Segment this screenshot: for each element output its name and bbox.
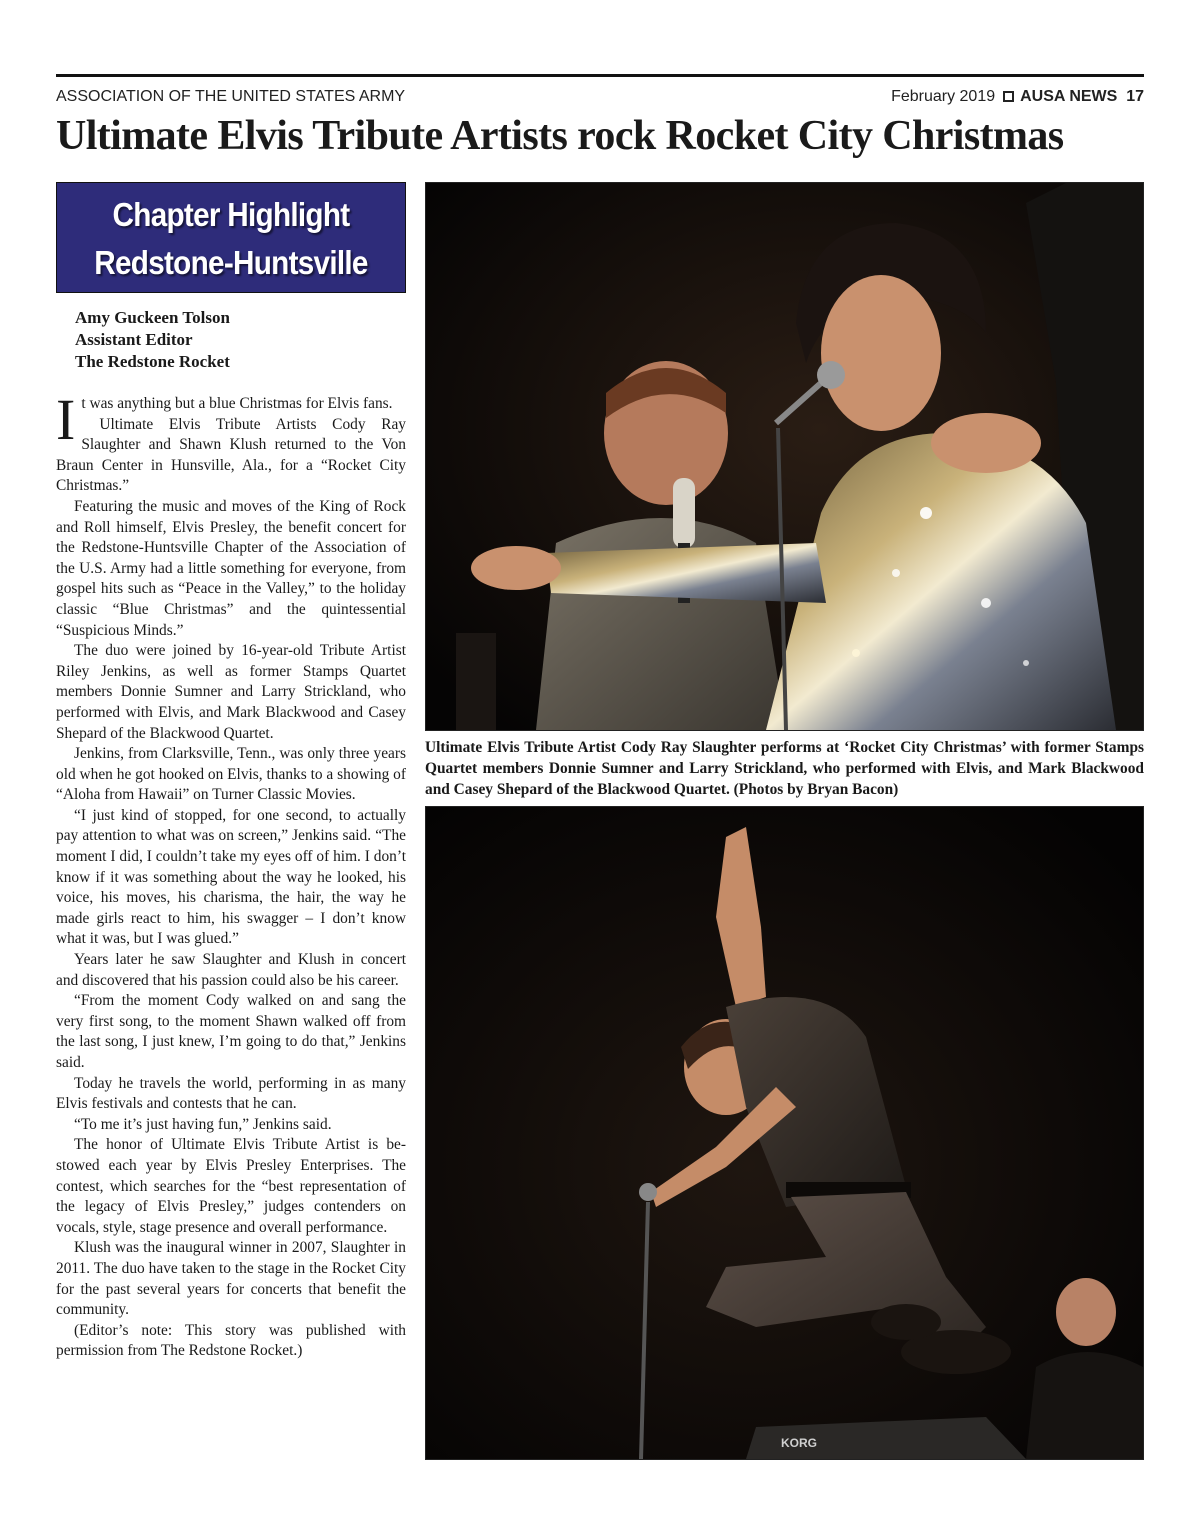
article-paragraph: [56, 387, 406, 452]
header-date: February 2019: [891, 88, 996, 105]
photo-performer-sequin-jacket: [425, 182, 1144, 731]
photo-caption: Ultimate Elvis Tribute Artist Cody Ray Slaughter performs at ‘Rocket City Christmas’ with former Stamps Quartet members Donnie Sumner and Larry Strickland, who performed with Elvis, and Mark Blackwood and Casey Shepard of the Blackwood Quartet. (Photos by Bryan Bacon): [425, 739, 1144, 798]
article-paragraph: The honor of Ultimate Elvis Tribute Artist is bestowed each year by Elvis Presley Enterprises. The contest, which searches for the “best representation of the legacy of Elvis Presley,” judges contenders on vocals, style, stage presence and overall performance.: [56, 1136, 406, 1236]
header-org: ASSOCIATION OF THE UNITED STATES ARMY: [56, 88, 406, 105]
keyboard-brand-label: KORG: [781, 1436, 817, 1450]
header-page-number: 17: [1126, 88, 1144, 105]
page-header: [56, 86, 1144, 110]
article-paragraph: The duo were joined by 16-year-old Tribute Artist Riley Jenkins, as well as former Stamps Quartet members Donnie Sumner and Larry Strickland, who performed with Elvis, and Mark Blackwood and Casey Shepard of the Blackwood Quartet.: [56, 642, 406, 742]
article-paragraph: “I just kind of stopped, for one second, to actually pay attention to what was on screen,” Jenkins said. “The moment I did, I couldn’t take my eyes off of him. I don’t know if it was something about the way he looked, his voice, his moves, his charisma, the hair, the way he made girls react to him, his swagger – I don’t know what it was, but I was glued.”: [56, 806, 406, 948]
article-paragraph: Ultimate Elvis Tribute Artists Cody Ray Slaughter and Shawn Klush returned to the Von Braun Center in Hunsville, Ala., for a “Rocket City Christmas.”: [56, 415, 406, 495]
article-paragraph: (Editor’s note: This story was published with permission from The Redstone Rocket.): [56, 1321, 406, 1360]
byline: [75, 307, 405, 373]
header-rule: [56, 74, 1144, 77]
article-paragraph-text: t was anything but a blue Christmas for Elvis fans.: [81, 395, 393, 412]
drop-cap: I: [56, 387, 76, 452]
article-paragraph: Jenkins, from Clarksville, Tenn., was only three years old when he got hooked on Elvis, thanks to a showing of “Aloha from Hawaii” on Turner Classic Movies.: [56, 745, 406, 804]
photo-performer-jumping: [425, 806, 1144, 1460]
article-headline: Ultimate Elvis Tribute Artists rock Rocket City Christmas: [56, 113, 1064, 159]
article-paragraph: “From the moment Cody walked on and sang the very first song, to the moment Shawn walked off from the last song, I just knew, I’m going to do that,” Jenkins said.: [56, 992, 406, 1071]
article-body: [56, 387, 406, 1362]
header-issue: [891, 88, 1144, 106]
chapter-highlight-line1: Chapter Highlight: [112, 196, 350, 233]
byline-title: Assistant Editor: [75, 330, 193, 349]
checkbox-icon: [1003, 91, 1014, 102]
article-paragraph: Years later he saw Slaughter and Klush in concert and discovered that his passion could also be his career.: [56, 951, 406, 989]
article-paragraph: Today he travels the world, performing in as many Elvis festivals and contests that he can.: [56, 1074, 406, 1113]
chapter-highlight-box: [56, 182, 406, 293]
byline-author: Amy Guckeen Tolson: [75, 308, 230, 327]
article-paragraph: “To me it’s just having fun,” Jenkins said.: [74, 1115, 332, 1133]
chapter-highlight-line2: Redstone-Huntsville: [94, 244, 368, 281]
header-publication: AUSA NEWS: [1020, 88, 1118, 105]
byline-outlet: The Redstone Rocket: [75, 352, 230, 371]
article-paragraph: Klush was the inaugural winner in 2007, Slaughter in 2011. The duo have taken to the stage in the Rocket City for the past several years for concerts that benefit the community.: [56, 1239, 406, 1319]
article-paragraph: Featuring the music and moves of the King of Rock and Roll himself, Elvis Presley, the benefit concert for the Redstone-Huntsville Chapter of the Association of the U.S. Army had a little something for everyone, from gospel hits such as “Peace in the Valley,” to the holiday classic “Blue Christmas” and the quintessential “Suspicious Minds.”: [56, 497, 406, 639]
